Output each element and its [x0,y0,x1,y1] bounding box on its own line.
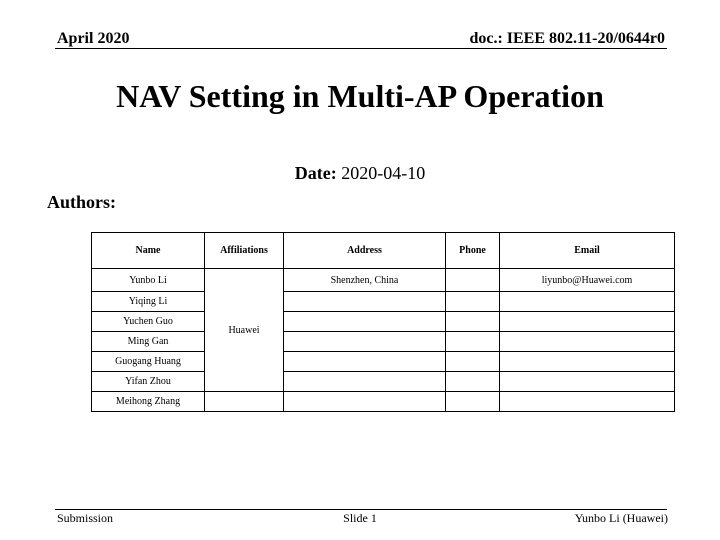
cell-phone [446,292,500,312]
table-row [92,332,675,352]
cell-email [500,332,675,352]
footer-author: Yunbo Li (Huawei) [574,511,668,525]
cell-phone [446,372,500,392]
col-header-affiliations: Affiliations [205,233,284,269]
footer-submission: Submission [57,511,114,525]
cell-address [284,392,446,412]
header-date: April 2020 [57,30,130,47]
table-row [92,269,675,292]
cell-name: Yuchen Guo [92,312,205,332]
cell-phone [446,332,500,352]
cell-name: Yiqing Li [92,292,205,312]
cell-address [284,292,446,312]
cell-name: Yunbo Li [92,269,205,292]
col-header-email: Email [500,233,675,269]
cell-email [500,312,675,332]
cell-name: Yifan Zhou [92,372,205,392]
table-row [92,392,675,412]
table-header-row [92,233,675,269]
slide-title: NAV Setting in Multi-AP Operation [116,78,604,114]
authors-heading: Authors: [47,192,117,212]
col-header-phone: Phone [446,233,500,269]
table-row [92,372,675,392]
col-header-name: Name [92,233,205,269]
cell-address [284,312,446,332]
cell-email [500,392,675,412]
cell-phone [446,312,500,332]
footer-rule [55,509,667,510]
cell-address [284,332,446,352]
footer-slide-number: Slide 1 [343,511,377,525]
date-value: 2020-04-10 [336,163,426,183]
date-label: Date: [294,163,337,183]
table-row [92,352,675,372]
cell-phone [446,269,500,292]
header-doc-id: doc.: IEEE 802.11-20/0644r0 [469,30,665,47]
cell-name: Meihong Zhang [92,392,205,412]
col-header-address: Address [284,233,446,269]
header-rule [55,48,667,49]
cell-name: Guogang Huang [92,352,205,372]
cell-email: liyunbo@Huawei.com [500,269,675,292]
cell-name: Ming Gan [92,332,205,352]
date-line [0,163,720,184]
cell-phone [446,352,500,372]
table-row [92,312,675,332]
cell-address [284,352,446,372]
cell-phone [446,392,500,412]
cell-email [500,352,675,372]
cell-email [500,292,675,312]
authors-table [91,232,675,412]
cell-affiliation-empty [205,392,284,412]
cell-email [500,372,675,392]
cell-affiliation: Huawei [205,269,284,392]
table-row [92,292,675,312]
cell-address: Shenzhen, China [284,269,446,292]
cell-address [284,372,446,392]
